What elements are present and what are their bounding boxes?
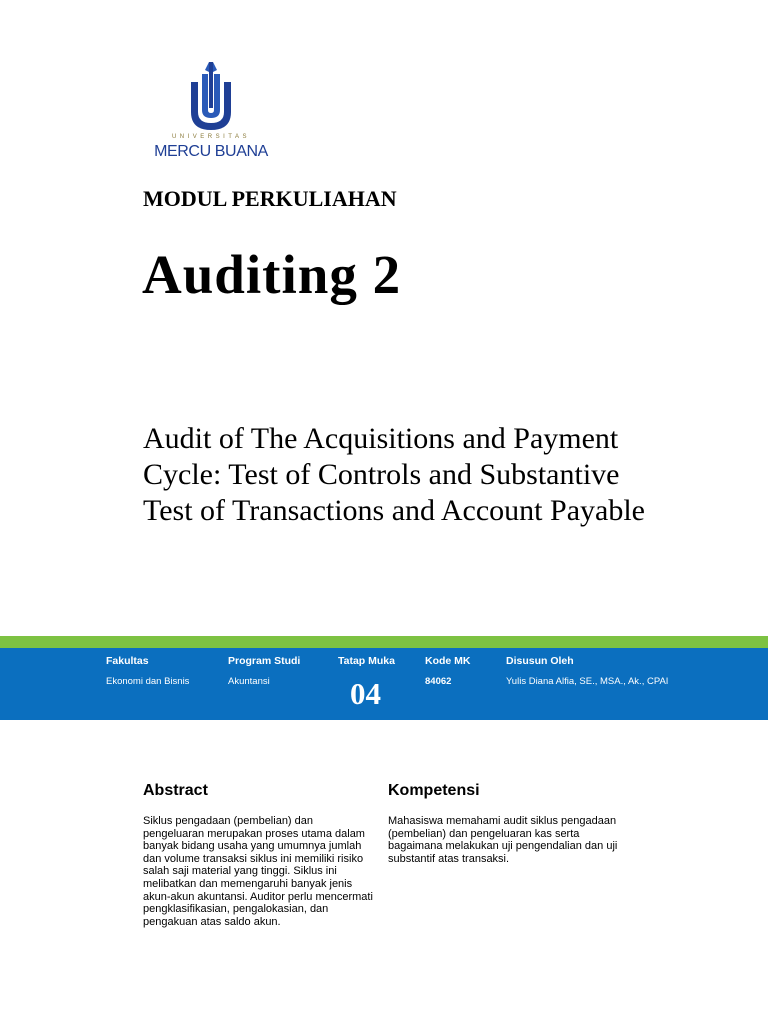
logo-name-text: MERCU BUANA — [154, 143, 268, 160]
fakultas-value: Ekonomi dan Bisnis — [106, 676, 190, 687]
university-logo — [141, 60, 281, 170]
disusun-oleh-label: Disusun Oleh — [506, 655, 574, 667]
abstract-heading: Abstract — [143, 782, 208, 799]
tatap-muka-value: 04 — [350, 676, 381, 711]
kompetensi-text: Mahasiswa memahami audit siklus pengadaan (pembelian) dan pengeluaran kas serta bagaimana melakukan uji pengendalian dan uji substantif atas transaksi. — [388, 815, 618, 865]
program-studi-value: Akuntansi — [228, 676, 270, 687]
modul-label: MODUL PERKULIAHAN — [143, 186, 397, 211]
logo-universitas-text: UNIVERSITAS — [171, 134, 251, 140]
fakultas-label: Fakultas — [106, 655, 149, 667]
page-title: Auditing 2 — [142, 244, 402, 305]
tatap-muka-label: Tatap Muka — [338, 655, 395, 667]
abstract-text: Siklus pengadaan (pembelian) dan pengeluaran merupakan proses utama dalam banyak bidang usaha yang umumnya jumlah dan volume transaksi siklus ini memiliki risiko salah saji material yang tinggi. Siklus ini melibatkan dan memengaruhi banyak jenis akun-akun akuntansi. Auditor perlu mencermati pengklasifikasian, pengalokasian, dan pengakuan atas saldo akun. — [143, 815, 373, 928]
disusun-oleh-value: Yulis Diana Alfia, SE., MSA., Ak., CPAI — [506, 676, 669, 687]
page-subtitle: Audit of The Acquisitions and Payment Cycle: Test of Controls and Substantive Test of Transactions and Account Payable — [143, 422, 645, 527]
kode-mk-value: 84062 — [425, 676, 452, 687]
kode-mk-label: Kode MK — [425, 655, 471, 667]
program-studi-label: Program Studi — [228, 655, 301, 667]
green-stripe — [0, 636, 768, 648]
mercu-buana-emblem-icon — [189, 60, 233, 132]
kompetensi-heading: Kompetensi — [388, 782, 480, 799]
